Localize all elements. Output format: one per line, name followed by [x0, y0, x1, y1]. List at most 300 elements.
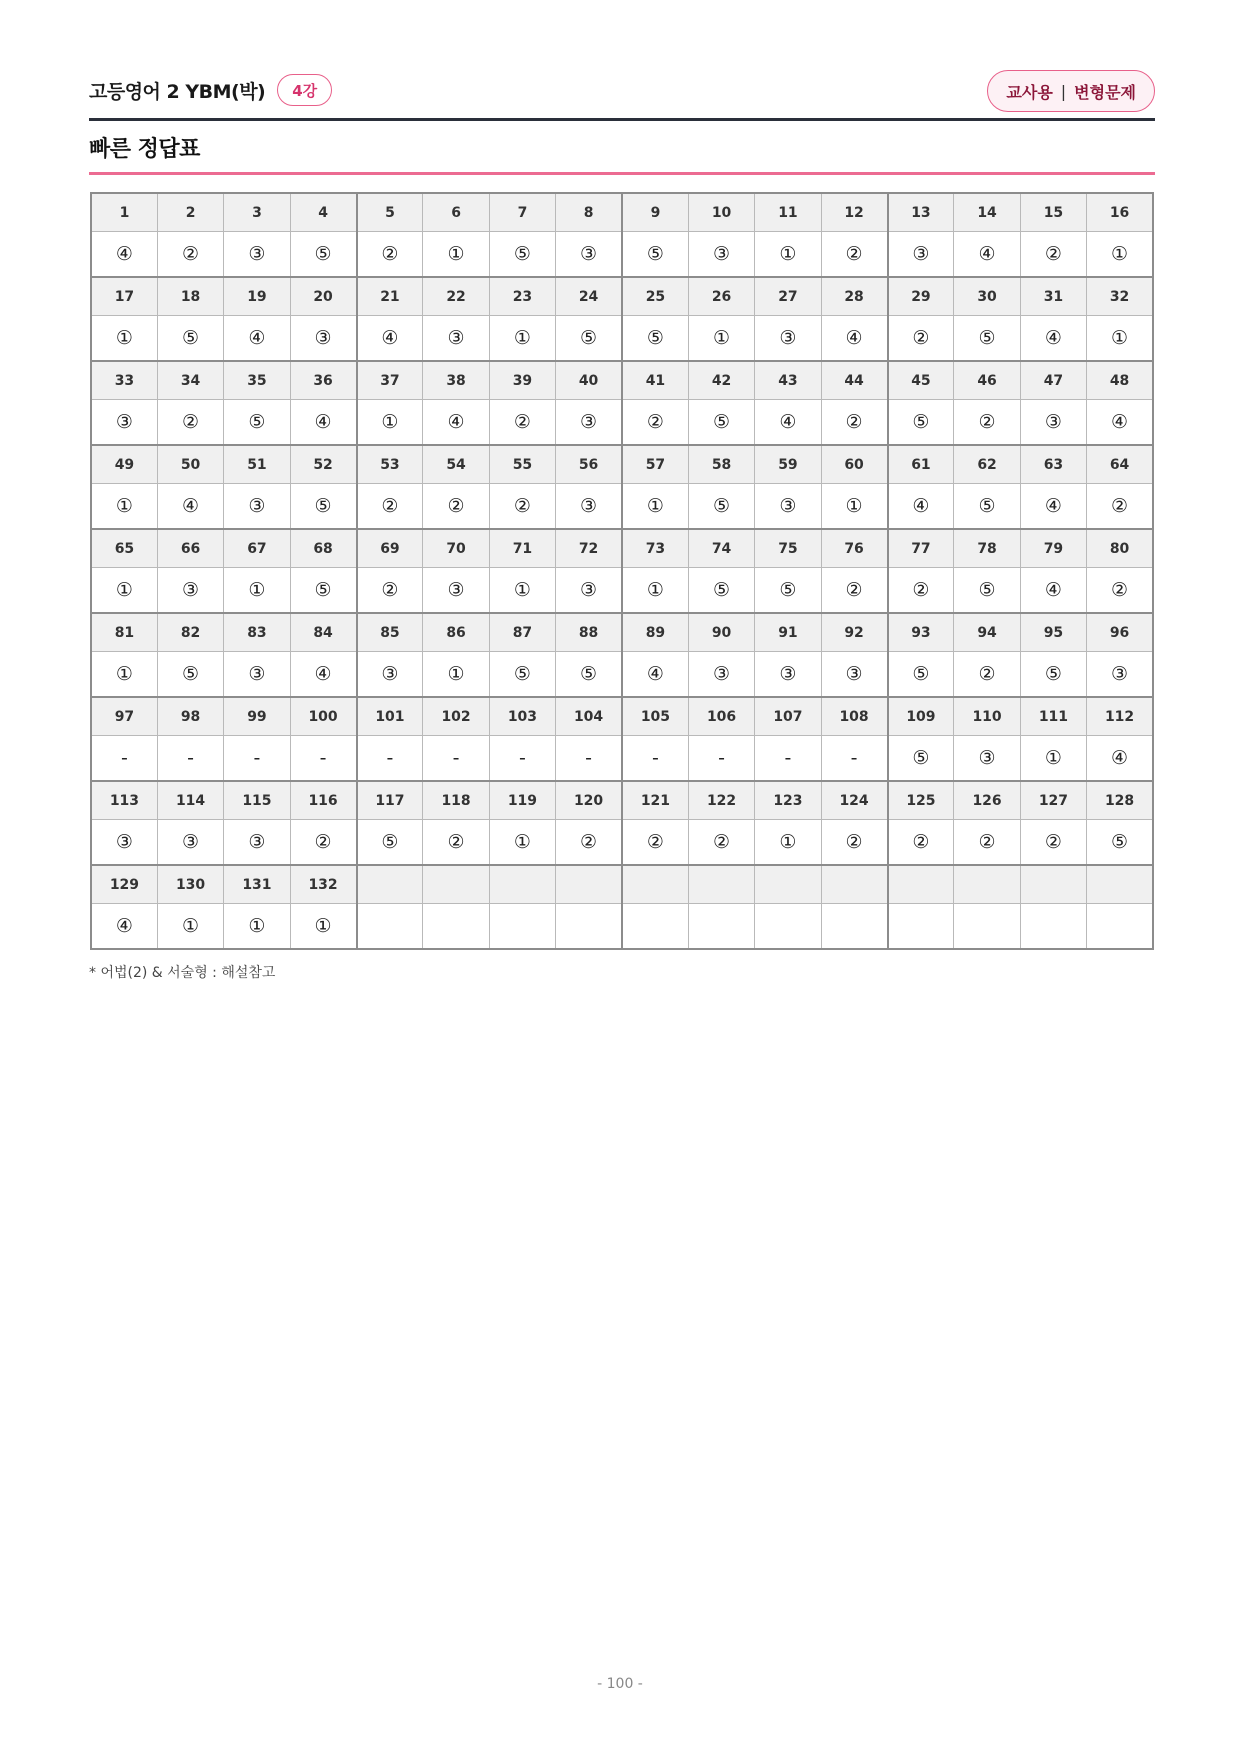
answer-cell: ⑤	[357, 820, 423, 866]
answer-row	[91, 400, 1153, 446]
question-number-cell: 79	[1020, 529, 1086, 568]
question-number-cell: 21	[357, 277, 423, 316]
header-divider	[89, 118, 1155, 121]
question-number-cell: 35	[224, 361, 290, 400]
question-number-cell: 106	[688, 697, 754, 736]
question-number-cell: 54	[423, 445, 489, 484]
question-number-cell: 8	[556, 193, 622, 232]
answer-cell: ③	[688, 652, 754, 698]
question-number-cell: 123	[755, 781, 821, 820]
answer-cell: -	[91, 736, 157, 782]
question-number-cell: 113	[91, 781, 157, 820]
answer-cell: ④	[357, 316, 423, 362]
answer-cell: ③	[556, 232, 622, 278]
answer-cell: ⑤	[888, 400, 954, 446]
empty-answer-cell	[688, 904, 754, 950]
question-number-cell: 39	[489, 361, 555, 400]
question-number-cell: 89	[622, 613, 688, 652]
question-number-cell: 76	[821, 529, 887, 568]
page-number: - 100 -	[597, 1676, 643, 1692]
empty-answer-cell	[622, 904, 688, 950]
answer-cell: ③	[157, 820, 223, 866]
answer-cell: ②	[357, 484, 423, 530]
answer-cell: ②	[888, 820, 954, 866]
answer-cell: ⑤	[556, 316, 622, 362]
question-number-cell: 101	[357, 697, 423, 736]
answer-cell: ④	[1020, 316, 1086, 362]
question-number-cell: 53	[357, 445, 423, 484]
answer-cell: ①	[755, 232, 821, 278]
question-number-cell: 46	[954, 361, 1020, 400]
question-number-cell: 99	[224, 697, 290, 736]
answer-cell: ②	[688, 820, 754, 866]
question-number-row	[91, 865, 1153, 904]
answer-cell: ①	[357, 400, 423, 446]
question-number-row	[91, 361, 1153, 400]
question-number-cell: 91	[755, 613, 821, 652]
question-number-cell: 109	[888, 697, 954, 736]
question-number-cell: 66	[157, 529, 223, 568]
empty-number-cell	[622, 865, 688, 904]
question-number-cell: 114	[157, 781, 223, 820]
badge-separator: |	[1060, 81, 1067, 101]
question-number-cell: 132	[290, 865, 356, 904]
answer-cell: ⑤	[224, 400, 290, 446]
answer-cell: ①	[91, 316, 157, 362]
answer-cell: ④	[755, 400, 821, 446]
answer-cell: ③	[755, 316, 821, 362]
question-number-cell: 102	[423, 697, 489, 736]
question-number-cell: 12	[821, 193, 887, 232]
question-number-cell: 20	[290, 277, 356, 316]
empty-answer-cell	[489, 904, 555, 950]
question-number-cell: 32	[1087, 277, 1153, 316]
question-number-cell: 18	[157, 277, 223, 316]
question-number-cell: 1	[91, 193, 157, 232]
answer-cell: -	[556, 736, 622, 782]
answer-cell: ③	[954, 736, 1020, 782]
question-number-cell: 71	[489, 529, 555, 568]
question-number-cell: 47	[1020, 361, 1086, 400]
answer-cell: ②	[821, 400, 887, 446]
empty-number-cell	[821, 865, 887, 904]
question-number-cell: 110	[954, 697, 1020, 736]
empty-number-cell	[1087, 865, 1153, 904]
question-number-cell: 19	[224, 277, 290, 316]
empty-number-cell	[556, 865, 622, 904]
empty-number-cell	[954, 865, 1020, 904]
answer-row	[91, 316, 1153, 362]
answer-cell: ④	[290, 400, 356, 446]
section-divider	[89, 172, 1155, 175]
answer-cell: ③	[755, 484, 821, 530]
question-number-cell: 38	[423, 361, 489, 400]
answer-cell: ②	[954, 400, 1020, 446]
question-number-cell: 4	[290, 193, 356, 232]
answer-table	[90, 192, 1154, 950]
question-number-cell: 37	[357, 361, 423, 400]
answer-cell: ②	[954, 652, 1020, 698]
question-number-cell: 29	[888, 277, 954, 316]
answer-cell: ⑤	[688, 484, 754, 530]
answer-cell: -	[688, 736, 754, 782]
answer-cell: ⑤	[157, 652, 223, 698]
answer-cell: ⑤	[755, 568, 821, 614]
question-number-cell: 33	[91, 361, 157, 400]
answer-cell: -	[224, 736, 290, 782]
answer-cell: ⑤	[290, 484, 356, 530]
question-number-cell: 42	[688, 361, 754, 400]
question-number-cell: 98	[157, 697, 223, 736]
answer-cell: ①	[688, 316, 754, 362]
question-number-cell: 34	[157, 361, 223, 400]
empty-number-cell	[888, 865, 954, 904]
question-number-cell: 120	[556, 781, 622, 820]
question-number-cell: 25	[622, 277, 688, 316]
answer-cell: ①	[91, 484, 157, 530]
answer-cell: ⑤	[622, 232, 688, 278]
answer-cell: ⑤	[290, 232, 356, 278]
answer-cell: ③	[224, 484, 290, 530]
question-number-cell: 10	[688, 193, 754, 232]
question-number-cell: 7	[489, 193, 555, 232]
answer-cell: ①	[91, 652, 157, 698]
answer-cell: ①	[821, 484, 887, 530]
answer-cell: -	[357, 736, 423, 782]
answer-cell: ②	[423, 820, 489, 866]
answer-cell: ②	[888, 568, 954, 614]
footnote: * 어법(2) & 서술형 : 해설참고	[89, 965, 276, 981]
question-number-cell: 6	[423, 193, 489, 232]
answer-cell: -	[622, 736, 688, 782]
empty-answer-cell	[954, 904, 1020, 950]
answer-row	[91, 820, 1153, 866]
answer-cell: ④	[954, 232, 1020, 278]
question-number-cell: 74	[688, 529, 754, 568]
answer-cell: ⑤	[688, 568, 754, 614]
question-number-cell: 65	[91, 529, 157, 568]
answer-cell: ⑤	[888, 652, 954, 698]
question-number-cell: 119	[489, 781, 555, 820]
answer-cell: ②	[157, 232, 223, 278]
question-number-cell: 73	[622, 529, 688, 568]
question-number-cell: 124	[821, 781, 887, 820]
question-number-cell: 30	[954, 277, 1020, 316]
answer-cell: ①	[1020, 736, 1086, 782]
question-number-cell: 92	[821, 613, 887, 652]
question-number-cell: 80	[1087, 529, 1153, 568]
question-number-cell: 87	[489, 613, 555, 652]
question-number-cell: 5	[357, 193, 423, 232]
answer-cell: ②	[821, 568, 887, 614]
question-number-cell: 14	[954, 193, 1020, 232]
empty-answer-cell	[423, 904, 489, 950]
answer-cell: ④	[1020, 568, 1086, 614]
question-number-cell: 115	[224, 781, 290, 820]
answer-cell: ⑤	[489, 232, 555, 278]
question-number-row	[91, 697, 1153, 736]
question-number-cell: 104	[556, 697, 622, 736]
question-number-cell: 70	[423, 529, 489, 568]
answer-cell: ④	[1087, 736, 1153, 782]
answer-cell: ④	[821, 316, 887, 362]
answer-row	[91, 568, 1153, 614]
question-number-cell: 62	[954, 445, 1020, 484]
question-number-cell: 27	[755, 277, 821, 316]
answer-cell: ②	[888, 316, 954, 362]
question-number-cell: 45	[888, 361, 954, 400]
question-number-cell: 22	[423, 277, 489, 316]
answer-cell: ①	[489, 568, 555, 614]
answer-cell: ③	[423, 316, 489, 362]
answer-cell: ④	[157, 484, 223, 530]
answer-cell: ①	[423, 232, 489, 278]
answer-cell: ④	[888, 484, 954, 530]
document-type-label: 변형문제	[1074, 82, 1136, 102]
answer-cell: ④	[91, 232, 157, 278]
question-number-cell: 59	[755, 445, 821, 484]
question-number-cell: 130	[157, 865, 223, 904]
question-number-cell: 88	[556, 613, 622, 652]
answer-cell: ①	[489, 316, 555, 362]
question-number-cell: 17	[91, 277, 157, 316]
answer-row	[91, 736, 1153, 782]
question-number-cell: 111	[1020, 697, 1086, 736]
answer-cell: ⑤	[1087, 820, 1153, 866]
question-number-row	[91, 613, 1153, 652]
answer-cell: ②	[821, 820, 887, 866]
audience-label: 교사용	[1006, 82, 1053, 102]
question-number-cell: 58	[688, 445, 754, 484]
answer-cell: ③	[755, 652, 821, 698]
question-number-cell: 128	[1087, 781, 1153, 820]
answer-cell: ②	[423, 484, 489, 530]
answer-cell: ①	[1087, 232, 1153, 278]
question-number-cell: 127	[1020, 781, 1086, 820]
question-number-cell: 36	[290, 361, 356, 400]
section-title: 빠른 정답표	[89, 137, 200, 162]
answer-cell: ①	[91, 568, 157, 614]
answer-cell: ①	[622, 484, 688, 530]
answer-cell: ③	[556, 400, 622, 446]
answer-cell: ②	[489, 484, 555, 530]
question-number-cell: 126	[954, 781, 1020, 820]
answer-cell: ②	[954, 820, 1020, 866]
answer-cell: ③	[91, 820, 157, 866]
answer-cell: ①	[224, 904, 290, 950]
question-number-cell: 121	[622, 781, 688, 820]
answer-cell: ②	[821, 232, 887, 278]
question-number-row	[91, 529, 1153, 568]
answer-cell: ①	[423, 652, 489, 698]
answer-cell: ⑤	[888, 736, 954, 782]
question-number-cell: 41	[622, 361, 688, 400]
answer-cell: -	[755, 736, 821, 782]
answer-cell: ⑤	[954, 316, 1020, 362]
question-number-cell: 9	[622, 193, 688, 232]
question-number-cell: 117	[357, 781, 423, 820]
answer-cell: ②	[1087, 484, 1153, 530]
question-number-cell: 84	[290, 613, 356, 652]
question-number-cell: 83	[224, 613, 290, 652]
question-number-cell: 131	[224, 865, 290, 904]
answer-cell: ③	[1020, 400, 1086, 446]
answer-cell: -	[157, 736, 223, 782]
answer-cell: ⑤	[1020, 652, 1086, 698]
answer-cell: ②	[357, 232, 423, 278]
answer-row	[91, 232, 1153, 278]
question-number-cell: 103	[489, 697, 555, 736]
answer-row	[91, 484, 1153, 530]
question-number-cell: 50	[157, 445, 223, 484]
question-number-row	[91, 781, 1153, 820]
empty-number-cell	[489, 865, 555, 904]
answer-cell: ③	[556, 568, 622, 614]
question-number-cell: 108	[821, 697, 887, 736]
question-number-cell: 97	[91, 697, 157, 736]
answer-cell: ⑤	[954, 484, 1020, 530]
question-number-row	[91, 193, 1153, 232]
question-number-cell: 78	[954, 529, 1020, 568]
question-number-cell: 75	[755, 529, 821, 568]
answer-cell: ①	[755, 820, 821, 866]
question-number-cell: 67	[224, 529, 290, 568]
answer-cell: ⑤	[954, 568, 1020, 614]
answer-row	[91, 904, 1153, 950]
question-number-cell: 90	[688, 613, 754, 652]
answer-row	[91, 652, 1153, 698]
answer-cell: -	[821, 736, 887, 782]
empty-number-cell	[423, 865, 489, 904]
answer-cell: -	[423, 736, 489, 782]
answer-cell: ③	[91, 400, 157, 446]
empty-answer-cell	[1087, 904, 1153, 950]
empty-answer-cell	[1020, 904, 1086, 950]
answer-cell: ③	[423, 568, 489, 614]
answer-cell: ②	[622, 400, 688, 446]
question-number-cell: 13	[888, 193, 954, 232]
question-number-cell: 105	[622, 697, 688, 736]
question-number-cell: 43	[755, 361, 821, 400]
answer-cell: ③	[224, 652, 290, 698]
question-number-cell: 107	[755, 697, 821, 736]
answer-cell: ①	[157, 904, 223, 950]
answer-cell: ④	[622, 652, 688, 698]
question-number-cell: 61	[888, 445, 954, 484]
question-number-cell: 16	[1087, 193, 1153, 232]
question-number-cell: 129	[91, 865, 157, 904]
answer-cell: ①	[1087, 316, 1153, 362]
question-number-cell: 116	[290, 781, 356, 820]
answer-cell: ④	[423, 400, 489, 446]
question-number-cell: 77	[888, 529, 954, 568]
question-number-cell: 51	[224, 445, 290, 484]
answer-cell: ④	[224, 316, 290, 362]
question-number-cell: 26	[688, 277, 754, 316]
empty-answer-cell	[556, 904, 622, 950]
answer-cell: ②	[157, 400, 223, 446]
answer-cell: ④	[290, 652, 356, 698]
answer-cell: ①	[224, 568, 290, 614]
question-number-cell: 68	[290, 529, 356, 568]
question-number-cell: 64	[1087, 445, 1153, 484]
answer-cell: ②	[556, 820, 622, 866]
answer-cell: ②	[1020, 820, 1086, 866]
question-number-cell: 48	[1087, 361, 1153, 400]
answer-cell: ③	[688, 232, 754, 278]
question-number-cell: 100	[290, 697, 356, 736]
question-number-cell: 3	[224, 193, 290, 232]
empty-number-cell	[755, 865, 821, 904]
question-number-cell: 122	[688, 781, 754, 820]
question-number-row	[91, 277, 1153, 316]
answer-cell: ③	[290, 316, 356, 362]
empty-answer-cell	[888, 904, 954, 950]
answer-cell: ③	[821, 652, 887, 698]
answer-cell: ③	[1087, 652, 1153, 698]
empty-answer-cell	[821, 904, 887, 950]
question-number-cell: 72	[556, 529, 622, 568]
answer-cell: ③	[357, 652, 423, 698]
question-number-cell: 118	[423, 781, 489, 820]
question-number-cell: 23	[489, 277, 555, 316]
answer-cell: ②	[1087, 568, 1153, 614]
question-number-cell: 31	[1020, 277, 1086, 316]
question-number-cell: 15	[1020, 193, 1086, 232]
header-left	[89, 74, 332, 106]
empty-number-cell	[357, 865, 423, 904]
question-number-cell: 56	[556, 445, 622, 484]
answer-cell: -	[489, 736, 555, 782]
answer-cell: ④	[1020, 484, 1086, 530]
answer-cell: ②	[290, 820, 356, 866]
lesson-badge: 4강	[277, 74, 332, 106]
empty-number-cell	[1020, 865, 1086, 904]
question-number-cell: 55	[489, 445, 555, 484]
question-number-cell: 96	[1087, 613, 1153, 652]
page-header	[89, 70, 1155, 120]
question-number-cell: 52	[290, 445, 356, 484]
empty-number-cell	[688, 865, 754, 904]
answer-cell: ③	[224, 820, 290, 866]
question-number-cell: 11	[755, 193, 821, 232]
question-number-cell: 112	[1087, 697, 1153, 736]
answer-cell: ③	[157, 568, 223, 614]
answer-cell: ③	[224, 232, 290, 278]
answer-cell: ②	[622, 820, 688, 866]
answer-cell: ①	[622, 568, 688, 614]
question-number-cell: 24	[556, 277, 622, 316]
question-number-cell: 69	[357, 529, 423, 568]
question-number-cell: 95	[1020, 613, 1086, 652]
answer-cell: ⑤	[556, 652, 622, 698]
question-number-cell: 60	[821, 445, 887, 484]
question-number-cell: 2	[157, 193, 223, 232]
question-number-cell: 40	[556, 361, 622, 400]
question-number-cell: 81	[91, 613, 157, 652]
answer-cell: ①	[290, 904, 356, 950]
answer-cell: ⑤	[622, 316, 688, 362]
answer-cell: ⑤	[688, 400, 754, 446]
answer-cell: ②	[489, 400, 555, 446]
answer-cell: ⑤	[157, 316, 223, 362]
question-number-cell: 44	[821, 361, 887, 400]
document-type-badge	[987, 70, 1155, 112]
answer-cell: ②	[357, 568, 423, 614]
answer-cell: ④	[1087, 400, 1153, 446]
answer-cell: ③	[888, 232, 954, 278]
answer-cell: ⑤	[290, 568, 356, 614]
